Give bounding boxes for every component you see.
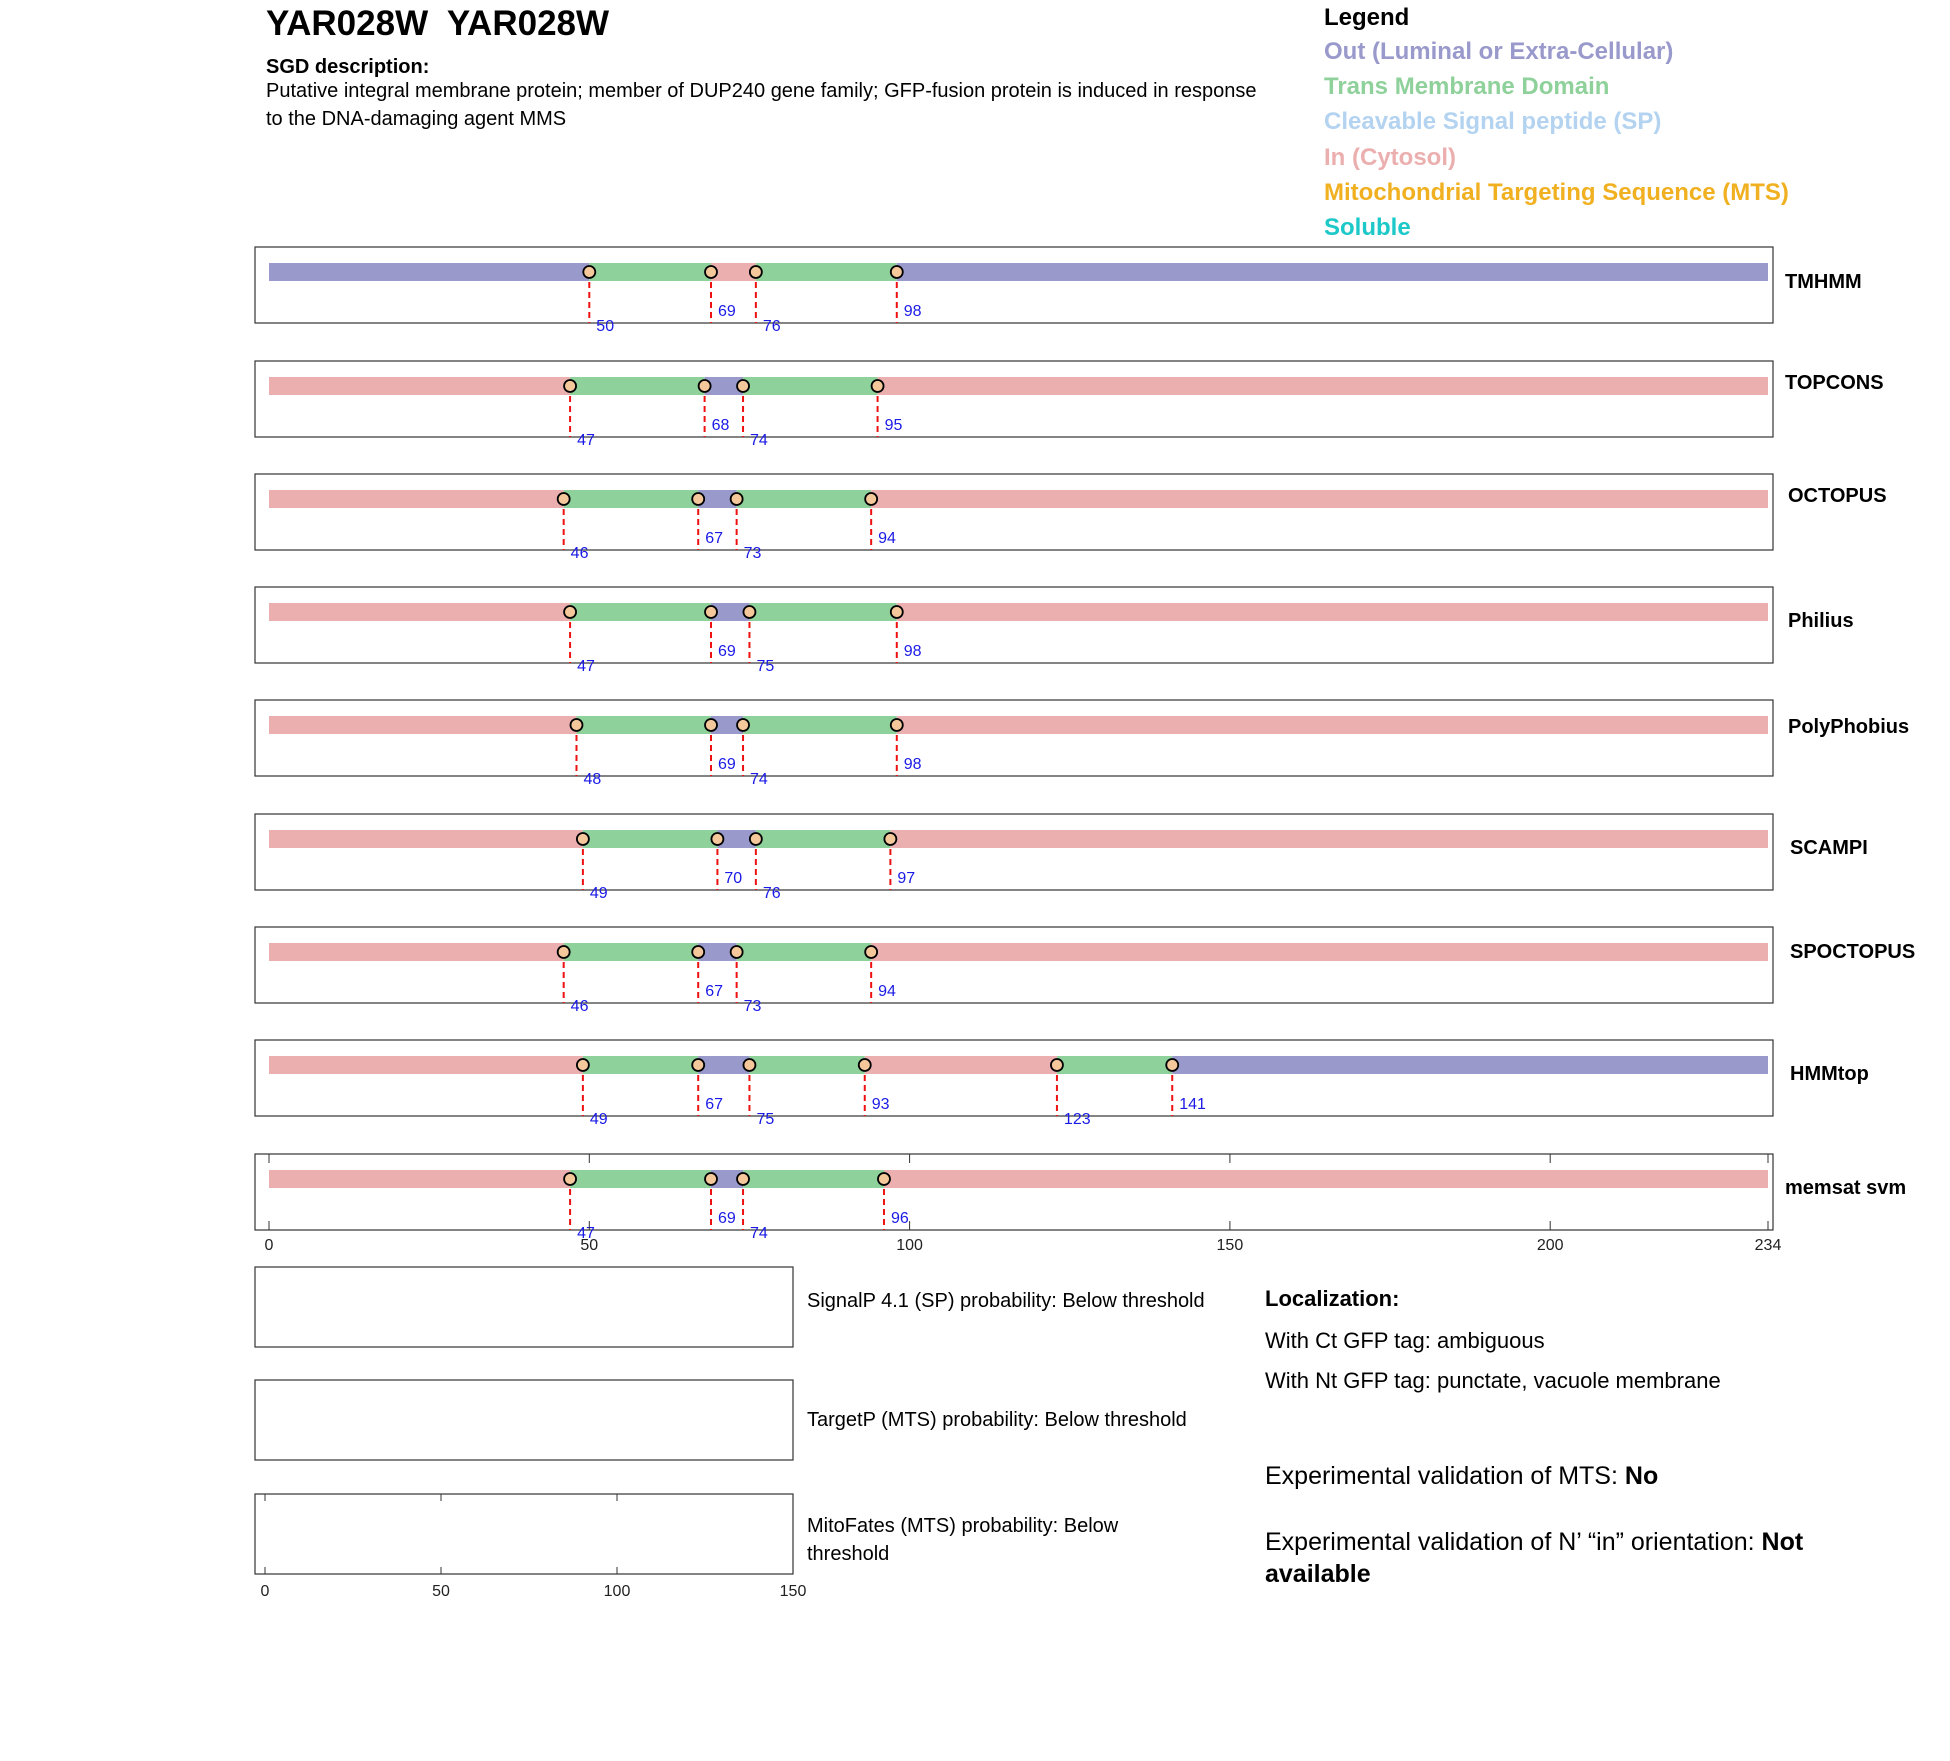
segment-tm — [749, 603, 896, 621]
predictor-panel — [255, 700, 1773, 776]
segment-in — [890, 830, 1768, 848]
boundary-label: 67 — [705, 530, 723, 547]
boundary-label: 75 — [756, 1111, 775, 1128]
boundary-label: 76 — [762, 885, 781, 902]
segment-in — [269, 943, 564, 961]
segment-tm — [756, 263, 897, 281]
boundary-marker — [737, 719, 749, 731]
boundary-label: 73 — [743, 545, 762, 562]
boundary-label: 75 — [756, 658, 775, 675]
boundary-label: 74 — [750, 771, 768, 788]
boundary-label: 123 — [1063, 1111, 1091, 1128]
segment-tm — [1057, 1056, 1172, 1074]
localization-ct: With Ct GFP tag: ambiguous — [1265, 1328, 1545, 1353]
predictor-panel — [255, 474, 1773, 550]
legend-title: Legend — [1324, 4, 1410, 31]
predictor-label: OCTOPUS — [1788, 485, 1887, 507]
boundary-label: 49 — [589, 885, 608, 902]
boundary-marker — [891, 266, 903, 278]
boundary-label: 97 — [897, 870, 916, 887]
predictor-label: TOPCONS — [1785, 372, 1884, 394]
boundary-label: 93 — [871, 1096, 890, 1113]
sgd-description: Putative integral membrane protein; member of DUP240 gene family; GFP-fusion protein is induced in response to the DNA-damaging agent MMS — [266, 80, 1257, 130]
segment-in — [269, 1170, 570, 1188]
boundary-marker — [750, 266, 762, 278]
targetp-text: TargetP (MTS) probability: Below threshold — [807, 1409, 1187, 1431]
segment-in — [865, 1056, 1057, 1074]
predictor-panel — [255, 587, 1773, 663]
predictor-label: HMMtop — [1790, 1063, 1869, 1085]
predictor-panel — [255, 927, 1773, 1003]
boundary-marker — [705, 266, 717, 278]
boundary-marker — [692, 493, 704, 505]
boundary-label: 67 — [705, 983, 723, 1000]
boundary-marker — [891, 719, 903, 731]
prob-tick-label: 0 — [260, 1583, 270, 1600]
predictor-panel — [255, 247, 1773, 323]
mts-validation-prefix: Experimental validation of MTS: — [1265, 1462, 1625, 1490]
probability-panel — [255, 1380, 793, 1460]
boundary-marker — [577, 1059, 589, 1071]
boundary-marker — [859, 1059, 871, 1071]
boundary-marker — [564, 606, 576, 618]
x-tick-label: 200 — [1536, 1237, 1564, 1254]
boundary-label: 69 — [718, 756, 736, 773]
segment-tm — [564, 490, 699, 508]
boundary-label: 73 — [743, 998, 762, 1015]
boundary-marker — [891, 606, 903, 618]
segment-out — [897, 263, 1768, 281]
predictor-label: SCAMPI — [1790, 837, 1868, 859]
boundary-label: 47 — [577, 1225, 595, 1242]
orientation-validation — [1265, 1526, 1865, 1590]
probability-panel — [255, 1494, 793, 1574]
segment-tm — [743, 377, 878, 395]
x-tick-label: 234 — [1754, 1237, 1782, 1254]
predictor-panel — [255, 814, 1773, 890]
segment-in — [897, 716, 1768, 734]
x-tick-label: 150 — [1216, 1237, 1244, 1254]
boundary-marker — [692, 946, 704, 958]
boundary-marker — [872, 380, 884, 392]
segment-tm — [564, 943, 699, 961]
boundary-marker — [737, 380, 749, 392]
segment-in — [878, 377, 1768, 395]
mitofates-text: MitoFates (MTS) probability: Below threshold — [807, 1515, 1119, 1565]
segment-tm — [576, 716, 711, 734]
boundary-marker — [570, 719, 582, 731]
orientation-validation-prefix: Experimental validation of N’ “in” orientation: — [1265, 1528, 1762, 1556]
segment-tm — [570, 377, 705, 395]
mts-validation-value: No — [1624, 1462, 1659, 1490]
segment-in — [269, 830, 583, 848]
boundary-marker — [743, 1059, 755, 1071]
boundary-marker — [743, 606, 755, 618]
boundary-label: 70 — [724, 870, 743, 887]
boundary-marker — [705, 606, 717, 618]
boundary-marker — [731, 946, 743, 958]
boundary-label: 95 — [884, 417, 903, 434]
segment-tm — [589, 263, 711, 281]
boundary-label: 68 — [711, 417, 730, 434]
segment-tm — [737, 490, 872, 508]
boundary-label: 47 — [577, 658, 595, 675]
boundary-marker — [558, 493, 570, 505]
boundary-marker — [884, 833, 896, 845]
mts-validation — [1265, 1460, 1865, 1492]
legend-item-mts: Mitochondrial Targeting Sequence (MTS) — [1324, 179, 1789, 206]
segment-tm — [570, 1170, 711, 1188]
legend-item-out: Out (Luminal or Extra-Cellular) — [1324, 38, 1674, 65]
boundary-label: 98 — [903, 643, 922, 660]
boundary-label: 141 — [1179, 1096, 1206, 1113]
boundary-marker — [1051, 1059, 1063, 1071]
boundary-label: 74 — [750, 1225, 768, 1242]
segment-tm — [583, 830, 718, 848]
x-tick-label: 0 — [264, 1237, 274, 1254]
segment-out — [698, 1056, 749, 1074]
boundary-marker — [577, 833, 589, 845]
boundary-marker — [878, 1173, 890, 1185]
boundary-label: 96 — [890, 1210, 909, 1227]
boundary-marker — [564, 1173, 576, 1185]
segment-tm — [737, 943, 872, 961]
segment-out — [269, 263, 589, 281]
boundary-marker — [558, 946, 570, 958]
predictor-panel — [255, 1040, 1773, 1116]
legend-item-sp: Cleavable Signal peptide (SP) — [1324, 108, 1662, 135]
segment-tm — [749, 1056, 864, 1074]
prob-tick-label: 100 — [603, 1583, 631, 1600]
boundary-label: 50 — [596, 318, 615, 335]
predictor-label: TMHMM — [1785, 271, 1862, 293]
boundary-label: 48 — [583, 771, 602, 788]
legend-item-tm: Trans Membrane Domain — [1324, 73, 1610, 100]
segment-in — [871, 943, 1768, 961]
segment-tm — [743, 1170, 884, 1188]
boundary-label: 94 — [878, 983, 896, 1000]
sgd-heading: SGD description: — [266, 56, 430, 78]
segment-tm — [743, 716, 897, 734]
boundary-label: 46 — [570, 998, 589, 1015]
orientation-validation-value: Not available — [1265, 1528, 1804, 1588]
boundary-marker — [583, 266, 595, 278]
boundary-marker — [1166, 1059, 1178, 1071]
legend-item-soluble: Soluble — [1324, 214, 1411, 241]
predictor-label: PolyPhobius — [1788, 716, 1910, 738]
segment-in — [884, 1170, 1768, 1188]
localization-heading: Localization: — [1265, 1286, 1400, 1311]
boundary-marker — [564, 380, 576, 392]
x-tick-label: 100 — [896, 1237, 923, 1254]
predictor-panel — [255, 1154, 1773, 1230]
boundary-label: 94 — [878, 530, 896, 547]
boundary-label: 46 — [570, 545, 589, 562]
predictor-label: Philius — [1788, 610, 1854, 632]
prob-tick-label: 150 — [779, 1583, 807, 1600]
segment-in — [269, 603, 570, 621]
boundary-label: 98 — [903, 756, 922, 773]
localization-nt: With Nt GFP tag: punctate, vacuole membrane — [1265, 1368, 1721, 1393]
boundary-label: 47 — [577, 432, 595, 449]
boundary-marker — [705, 1173, 717, 1185]
boundary-label: 69 — [718, 303, 736, 320]
segment-in — [269, 1056, 583, 1074]
segment-in — [871, 490, 1768, 508]
boundary-marker — [692, 1059, 704, 1071]
boundary-label: 69 — [718, 643, 736, 660]
segment-tm — [583, 1056, 698, 1074]
x-tick-label: 50 — [580, 1237, 599, 1254]
boundary-label: 98 — [903, 303, 922, 320]
boundary-label: 74 — [750, 432, 768, 449]
boundary-marker — [731, 493, 743, 505]
predictor-panel — [255, 361, 1773, 437]
segment-in — [269, 716, 576, 734]
segment-tm — [570, 603, 711, 621]
boundary-marker — [699, 380, 711, 392]
signalp-text: SignalP 4.1 (SP) probability: Below threshold — [807, 1290, 1205, 1312]
segment-in — [269, 377, 570, 395]
boundary-label: 67 — [705, 1096, 723, 1113]
predictor-label: memsat svm — [1785, 1177, 1907, 1199]
prob-tick-label: 50 — [432, 1583, 450, 1600]
boundary-marker — [737, 1173, 749, 1185]
boundary-label: 76 — [762, 318, 781, 335]
segment-out — [1172, 1056, 1768, 1074]
boundary-marker — [705, 719, 717, 731]
predictor-label: SPOCTOPUS — [1790, 941, 1916, 963]
boundary-marker — [865, 493, 877, 505]
boundary-label: 69 — [718, 1210, 736, 1227]
segment-tm — [756, 830, 891, 848]
segment-in — [269, 490, 564, 508]
legend-item-in: In (Cytosol) — [1324, 144, 1456, 171]
boundary-marker — [865, 946, 877, 958]
boundary-marker — [750, 833, 762, 845]
probability-panel — [255, 1267, 793, 1347]
boundary-label: 49 — [589, 1111, 608, 1128]
boundary-marker — [711, 833, 723, 845]
segment-in — [897, 603, 1768, 621]
page-title: YAR028W YAR028W — [266, 4, 610, 43]
